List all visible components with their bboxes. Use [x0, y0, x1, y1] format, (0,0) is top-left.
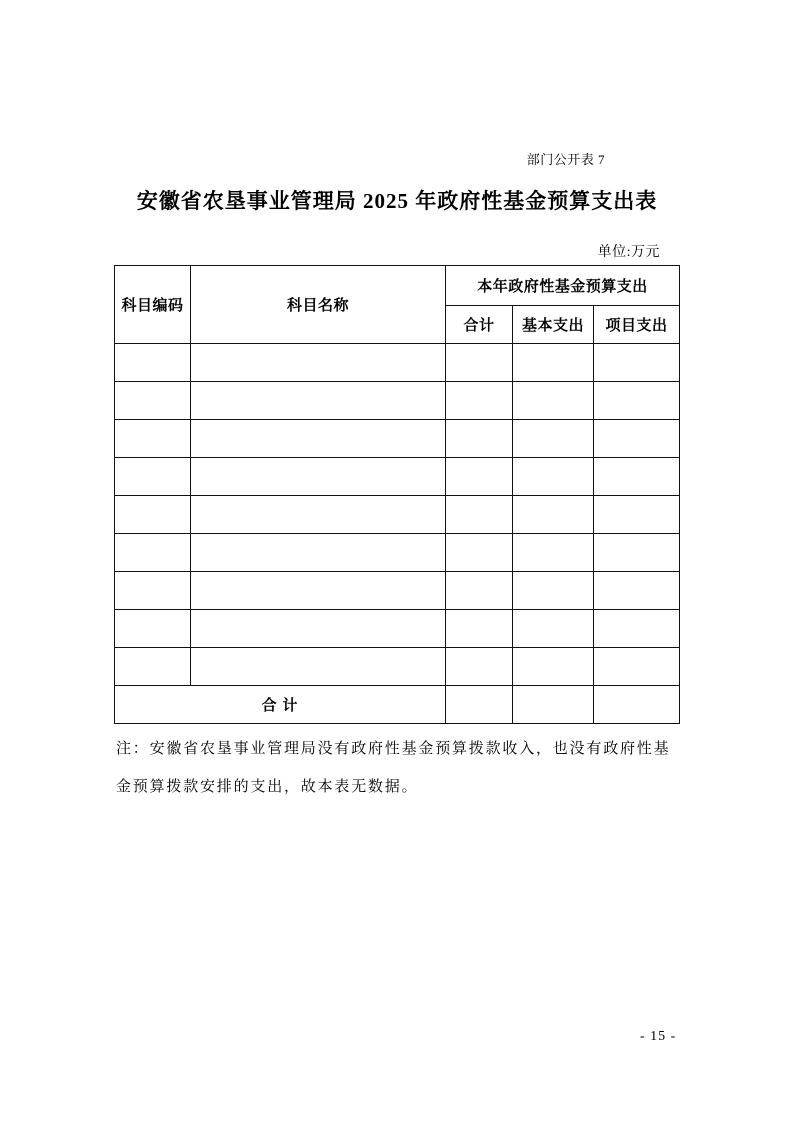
table-row-empty: [115, 496, 680, 534]
table-cell-empty: [594, 534, 680, 572]
table-cell-empty: [446, 648, 513, 686]
table-row-empty: [115, 420, 680, 458]
doc-label: 部门公开表 7: [526, 152, 605, 167]
table-cell-empty: [513, 610, 594, 648]
table-cell-empty: [191, 534, 446, 572]
table-cell-empty: [446, 458, 513, 496]
total-cell-project: [594, 686, 680, 724]
header-subject-name: 科目名称: [191, 266, 446, 344]
note-line-2: 金预算拨款安排的支出，故本表无数据。: [116, 779, 419, 795]
table-cell-empty: [513, 344, 594, 382]
table-cell-empty: [513, 648, 594, 686]
page-number: - 15 -: [640, 1029, 677, 1044]
table-cell-empty: [115, 382, 191, 420]
table-cell-empty: [191, 572, 446, 610]
table-cell-empty: [594, 382, 680, 420]
table-cell-empty: [191, 458, 446, 496]
note-line-1: 注：安徽省农垦事业管理局没有政府性基金预算拨款收入，也没有政府性基: [116, 741, 671, 757]
table-cell-empty: [594, 648, 680, 686]
header-subject-code: 科目编码: [115, 266, 191, 344]
header-row-1: [115, 266, 680, 306]
table-header: [115, 266, 680, 344]
header-total: 合计: [446, 306, 513, 344]
header-basic-expenditure: 基本支出: [513, 306, 594, 344]
table-cell-empty: [513, 458, 594, 496]
table-cell-empty: [446, 572, 513, 610]
table-cell-empty: [115, 420, 191, 458]
unit-label: 单位:万元: [597, 245, 660, 260]
table-cell-empty: [513, 496, 594, 534]
table-cell-empty: [191, 382, 446, 420]
table-cell-empty: [594, 610, 680, 648]
table-cell-empty: [191, 420, 446, 458]
table-cell-empty: [115, 534, 191, 572]
table-cell-empty: [446, 534, 513, 572]
table-row-empty: [115, 610, 680, 648]
table-row-empty: [115, 458, 680, 496]
table-cell-empty: [446, 382, 513, 420]
table-cell-empty: [594, 344, 680, 382]
table-cell-empty: [115, 496, 191, 534]
table-cell-empty: [191, 648, 446, 686]
total-cell-basic: [513, 686, 594, 724]
table-row-empty: [115, 534, 680, 572]
header-expenditure-group: 本年政府性基金预算支出: [446, 266, 680, 306]
table-cell-empty: [115, 344, 191, 382]
table-body: [115, 344, 680, 686]
table-cell-empty: [594, 458, 680, 496]
table-row-empty: [115, 572, 680, 610]
table-cell-empty: [115, 458, 191, 496]
table-row-empty: [115, 648, 680, 686]
table-cell-empty: [513, 420, 594, 458]
header-project-expenditure: 项目支出: [594, 306, 680, 344]
table-cell-empty: [594, 572, 680, 610]
table-row-empty: [115, 382, 680, 420]
table-cell-empty: [446, 344, 513, 382]
table-footer: [115, 686, 680, 724]
note: [116, 730, 681, 806]
table-cell-empty: [115, 648, 191, 686]
table-cell-empty: [446, 610, 513, 648]
table-row-empty: [115, 344, 680, 382]
table-cell-empty: [513, 382, 594, 420]
table-cell-empty: [594, 496, 680, 534]
table-cell-empty: [594, 420, 680, 458]
table-cell-empty: [513, 572, 594, 610]
table-cell-empty: [513, 534, 594, 572]
table-cell-empty: [446, 496, 513, 534]
total-row: [115, 686, 680, 724]
table-cell-empty: [115, 610, 191, 648]
total-row-label: 合 计: [115, 686, 446, 724]
total-cell-total: [446, 686, 513, 724]
page-title: 安徽省农垦事业管理局 2025 年政府性基金预算支出表: [136, 189, 658, 213]
budget-table: [114, 265, 680, 724]
table-cell-empty: [115, 572, 191, 610]
table-cell-empty: [191, 610, 446, 648]
table-cell-empty: [191, 344, 446, 382]
table-cell-empty: [446, 420, 513, 458]
table-cell-empty: [191, 496, 446, 534]
